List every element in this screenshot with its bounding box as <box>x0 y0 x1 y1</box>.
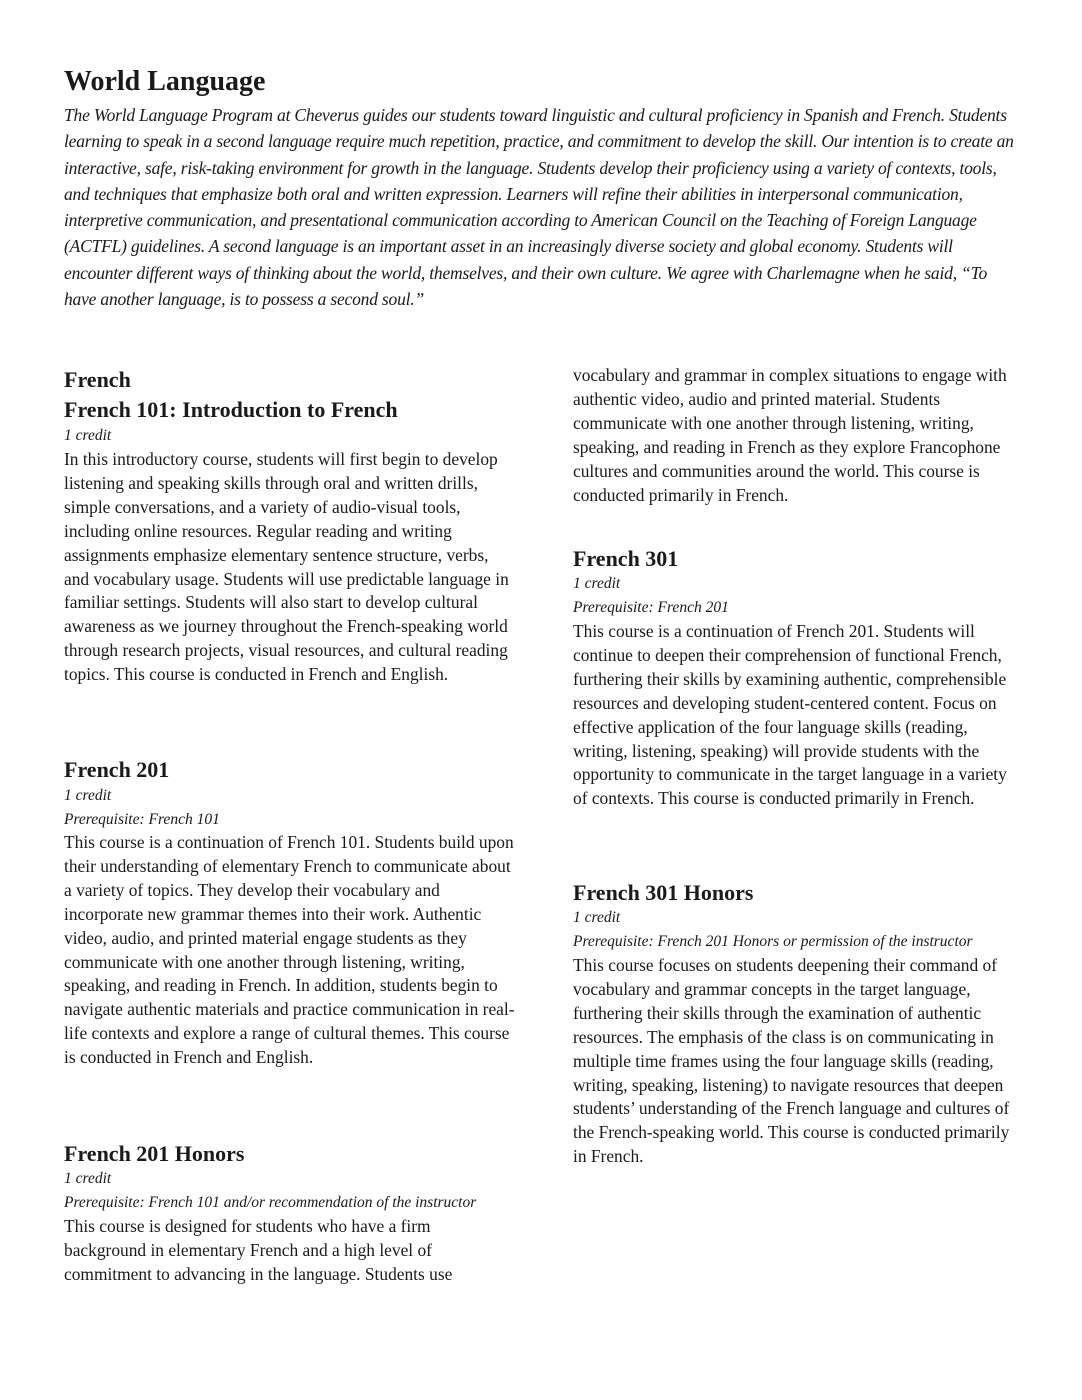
course-description-french-301: This course is a continuation of French 201. Students will continue to deepen their comprehension of functional French, furthering their skills by examining authentic, comprehensible resources and developing student-centered content. Focus on effective application of the four language skills (reading, writing, listening, speaking) will provide students with the opportunity to communicate in the target language in a variety of contexts. This course is conducted primarily in French. <box>573 621 1007 809</box>
course-description-french-101: In this introductory course, students will first begin to develop listening and speaking skills through oral and written drills, simple conversations, and a variety of audio-visual tools, including online resources. Regular reading and writing assignments emphasize elementary sentence structure, verbs, and vocabulary usage. Students will use predictable language in familiar settings. Students will also start to develop cultural awareness as we journey throughout the French-speaking world through research projects, visual resources, and cultural reading topics. This course is conducted in French and English. <box>64 449 509 685</box>
course-credit-french-301: 1 credit <box>573 575 621 592</box>
course-credit-french-201-honors: 1 credit <box>64 1170 112 1187</box>
course-prerequisite-french-201: Prerequisite: French 101 <box>64 811 220 828</box>
subject-heading-french: French <box>64 367 131 392</box>
page-title: World Language <box>64 66 266 97</box>
course-prerequisite-french-301-honors: Prerequisite: French 201 Honors or permission of the instructor <box>573 933 973 950</box>
course-prerequisite-french-201-honors: Prerequisite: French 101 and/or recommendation of the instructor <box>64 1194 477 1211</box>
course-title-french-301-honors: French 301 Honors <box>573 880 754 905</box>
course-credit-french-201: 1 credit <box>64 787 112 804</box>
course-description-french-201: This course is a continuation of French 101. Students build upon their understanding of elementary French to communicate about a variety of topics. They develop their vocabulary and incorporate new grammar themes into their work. Authentic video, audio, and printed material engage students as they communicate with one another through listening, writing, speaking, and reading in French. In addition, students begin to navigate authentic materials and practice communication in real-life contexts and explore a range of cultural themes. This course is conducted in French and English. <box>64 832 515 1068</box>
course-credit-french-301-honors: 1 credit <box>573 909 621 926</box>
course-description-french-301-honors: This course focuses on students deepening their command of vocabulary and grammar concepts in the target language, furthering their skills through the examination of authentic resources. The emphasis of the class is on communicating in multiple time frames using the four language skills (reading, writing, speaking, listening) to navigate resources that deepen students’ understanding of the French language and cultures of the French-speaking world. This course is conducted primarily in French. <box>573 955 1010 1167</box>
course-prerequisite-french-301: Prerequisite: French 201 <box>573 599 729 616</box>
course-description-french-201-honors-part2: vocabulary and grammar in complex situations to engage with authentic video, audio and printed material. Students communicate with one another through listening, writing, speaking, and reading in French as they explore Francophone cultures and communities around the world. This course is conducted primarily in French. <box>573 365 1007 505</box>
course-title-french-201: French 201 <box>64 757 170 782</box>
course-description-french-201-honors-part1: This course is designed for students who have a firm background in elementary French and a high level of commitment to advancing in the language. Students use <box>64 1216 453 1284</box>
course-credit-french-101: 1 credit <box>64 427 112 444</box>
intro-paragraph: The World Language Program at Cheverus guides our students toward linguistic and cultural proficiency in Spanish and French. Students learning to speak in a second language require much repetition, practice, and commitment to develop the skill. Our intention is to create an interactive, safe, risk-taking environment for growth in the language. Students develop their proficiency using a variety of contexts, tools, and techniques that emphasize both oral and written expression. Learners will refine their abilities in interpersonal communication, interpretive communication, and presentational communication according to American Council on the Teaching of Foreign Language (ACTFL) guidelines. A second language is an important asset in an increasingly diverse society and global economy. Students will encounter different ways of thinking about the world, themselves, and their own culture. We agree with Charlemagne when he said, “To have another language, is to possess a second soul.” <box>64 105 1014 310</box>
course-title-french-201-honors: French 201 Honors <box>64 1141 245 1166</box>
course-title-french-101: French 101: Introduction to French <box>64 397 398 422</box>
course-title-french-301: French 301 <box>573 546 679 571</box>
